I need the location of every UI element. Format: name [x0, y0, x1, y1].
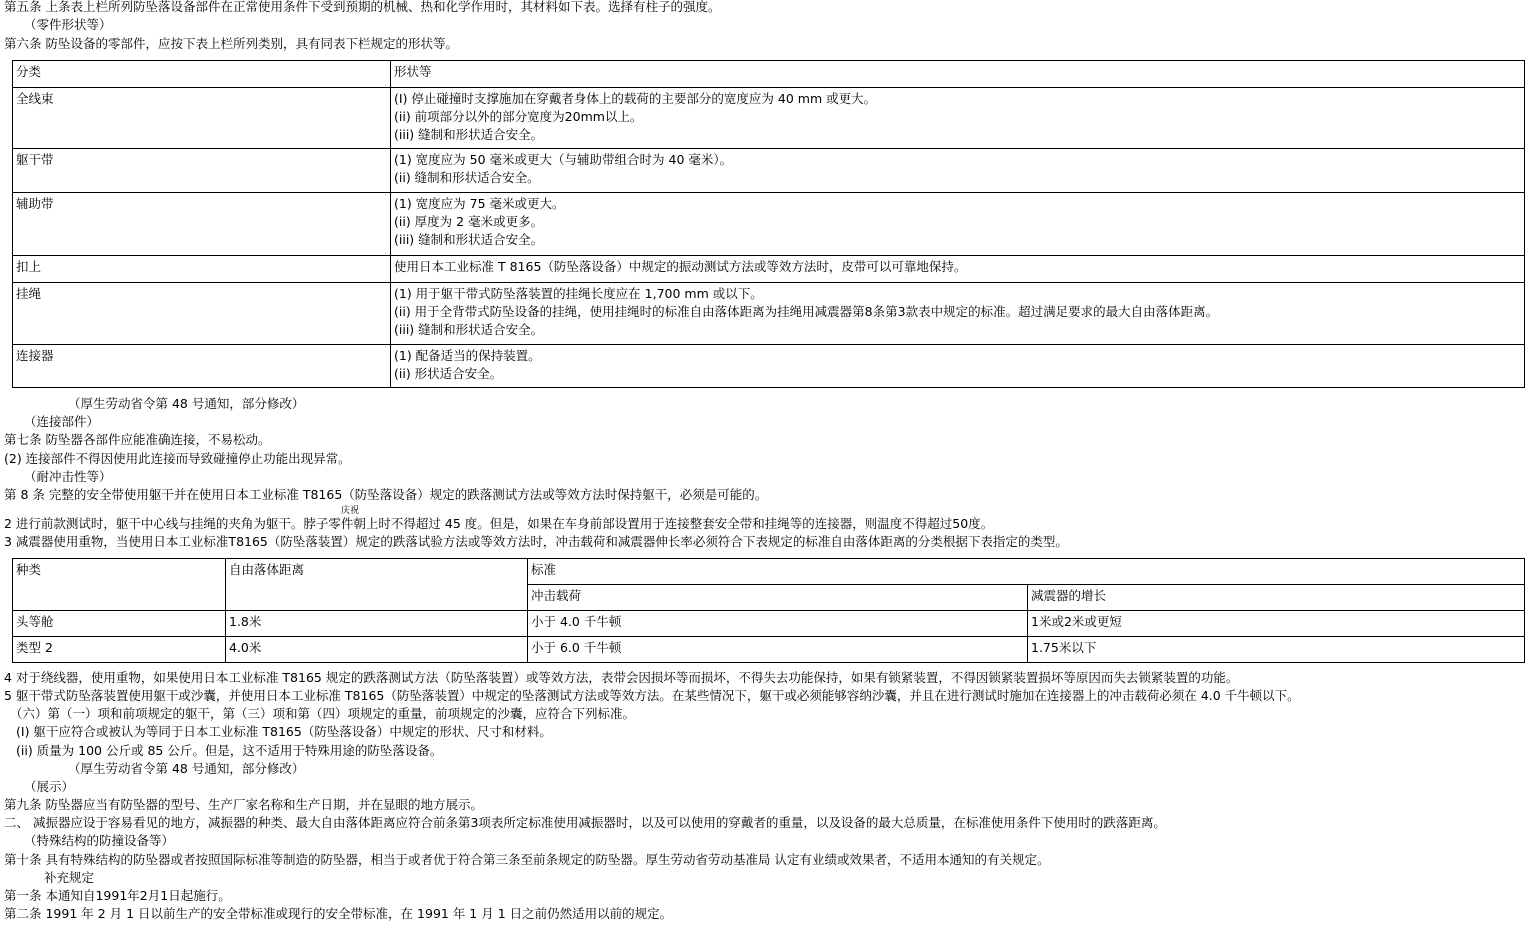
table-row [13, 149, 1525, 193]
connection-caption: （连接部件） [24, 414, 100, 429]
category-cell: 连接器 [13, 345, 391, 388]
shape-cell [391, 88, 1525, 149]
shape-line: (iii) 缝制和形状适合安全。 [394, 322, 544, 337]
load-cell: 小于 6.0 千牛顿 [528, 637, 1028, 663]
table-row [13, 193, 1525, 256]
paragraph-4: 4 对于绕线器，使用重物，如果使用日本工业标准 T8165 规定的跌落测试方法（防坠落装置）或等效方法，表带会因损坏等而损坏，不得失去功能保持，如果有锁紧装置，不得因锁紧装置损坏等原因而失去锁紧装置的功能。 [4, 670, 1239, 685]
header-standard: 标准 [528, 559, 1525, 585]
supplementary-article-1: 第一条 本通知自1991年2月1日起施行。 [4, 888, 231, 903]
shape-line: (1) 宽度应为 50 毫米或更大（与辅助带组合时为 40 毫米）。 [394, 152, 733, 167]
paragraph-6-item-2: (ii) 质量为 100 公斤或 85 公斤。但是，这不适用于特殊用途的防坠落设备。 [16, 743, 443, 758]
article-6: 第六条 防坠设备的零部件，应按下表上栏所列类别，具有同表下栏规定的形状等。 [4, 36, 458, 51]
table-row [13, 345, 1525, 388]
header-shape: 形状等 [391, 61, 1525, 88]
impact-caption: （耐冲击性等） [24, 469, 112, 484]
paragraph-6-item-1: (I) 躯干应符合或被认为等同于日本工业标准 T8165（防坠落设备）中规定的形状、尺寸和材料。 [16, 724, 552, 739]
table-header-row [13, 61, 1525, 88]
category-cell: 扣上 [13, 256, 391, 283]
display-caption: （展示） [24, 779, 75, 794]
header-impact-load: 冲击载荷 [528, 585, 1028, 611]
shape-cell [391, 345, 1525, 388]
supplementary-article-2: 第二条 1991 年 2 月 1 日以前生产的安全带标准或现行的安全带标准，在 1991 年 1 月 1 日之前仍然适用以前的规定。 [4, 906, 673, 921]
article-10: 第十条 具有特殊结构的防坠器或者按照国际标准等制造的防坠器，相当于或者优于符合第三条至前条规定的防坠器。厚生劳动省劳动基准局 认定有业绩或效果者，不适用本通知的有关规定。 [4, 852, 1050, 867]
table-row [13, 88, 1525, 149]
article-7-para-2: (2) 连接部件不得因使用此连接而导致碰撞停止功能出现异常。 [4, 451, 351, 466]
shape-cell [391, 149, 1525, 193]
article-5: 第五条 上条表上栏所列防坠落设备部件在正常使用条件下受到预期的机械、热和化学作用时，其材料如下表。选择有柱子的强度。 [4, 0, 721, 14]
ruby-annotation: 庆祝 [341, 506, 360, 516]
table-row [13, 637, 1525, 663]
header-fall-distance: 自由落体距离 [226, 559, 528, 611]
paragraph-5: 5 躯干带式防坠落装置使用躯干或沙囊，并使用日本工业标准 T8165（防坠落装置）中规定的坠落测试方法或等效方法。在某些情况下，躯干或必须能够容纳沙囊，并且在进行测试时施加在连接器上的冲击载荷必须在 4.0 千牛顿以下。 [4, 688, 1300, 703]
table-row [13, 256, 1525, 283]
shape-cell [391, 283, 1525, 345]
supplementary-caption: 补充规定 [44, 870, 95, 885]
shape-line: (1) 宽度应为 75 毫米或更大。 [394, 196, 565, 211]
article-8-para-2: 2 进行前款测试时，躯干中心线与挂绳的夹角为躯干。脖子零件朝上时不得超过 45 度。但是，如果在车身前部设置用于连接整套安全带和挂绳等的连接器，则温度不得超过50度。 [4, 516, 994, 531]
article-8-para-3: 3 减震器使用重物，当使用日本工业标准T8165（防坠落装置）规定的跌落试验方法或等效方法时，冲击载荷和减震器伸长率必须符合下表规定的标准自由落体距离的分类根据下表指定的类型。 [4, 534, 1068, 549]
amendment-note: （厚生劳动省令第 48 号通知，部分修改） [68, 396, 305, 411]
shape-line: (ii) 形状适合安全。 [394, 366, 503, 381]
table-header-row [13, 559, 1525, 585]
shape-cell [391, 256, 1525, 283]
article-7: 第七条 防坠器各部件应能准确连接，不易松动。 [4, 432, 271, 447]
shape-line: 使用日本工业标准 T 8165（防坠落设备）中规定的振动测试方法或等效方法时，皮带可以可靠地保持。 [394, 259, 967, 274]
article-9: 第九条 防坠器应当有防坠器的型号、生产厂家名称和生产日期，并在显眼的地方展示。 [4, 797, 483, 812]
amendment-note: （厚生劳动省令第 48 号通知，部分修改） [68, 761, 305, 776]
header-type: 种类 [13, 559, 226, 611]
special-structure-caption: （特殊结构的防撞设备等） [24, 833, 175, 848]
category-cell: 挂绳 [13, 283, 391, 345]
shape-line: (ii) 前项部分以外的部分宽度为20mm以上。 [394, 109, 643, 124]
shape-line: (ii) 厚度为 2 毫米或更多。 [394, 214, 544, 229]
table-row [13, 283, 1525, 345]
shape-line: (I) 停止碰撞时支撑施加在穿戴者身体上的载荷的主要部分的宽度应为 40 mm 或更大。 [394, 91, 877, 106]
category-cell: 辅助带 [13, 193, 391, 256]
extension-cell: 1.75米以下 [1028, 637, 1525, 663]
shape-line: (1) 配备适当的保持装置。 [394, 348, 541, 363]
distance-cell: 1.8米 [226, 611, 528, 637]
header-category: 分类 [13, 61, 391, 88]
component-shape-table [12, 60, 1525, 388]
header-extension: 减震器的增长 [1028, 585, 1525, 611]
shape-line: (iii) 缝制和形状适合安全。 [394, 232, 544, 247]
category-cell: 躯干带 [13, 149, 391, 193]
shape-line: (1) 用于躯干带式防坠落装置的挂绳长度应在 1,700 mm 或以下。 [394, 286, 763, 301]
article-8: 第 8 条 完整的安全带使用躯干并在使用日本工业标准 T8165（防坠落设备）规定的跌落测试方法或等效方法时保持躯干，必须是可能的。 [4, 487, 768, 502]
load-cell: 小于 4.0 千牛顿 [528, 611, 1028, 637]
shape-line: (iii) 缝制和形状适合安全。 [394, 127, 544, 142]
distance-cell: 4.0米 [226, 637, 528, 663]
shock-absorber-table [12, 558, 1525, 663]
type-cell: 头等舱 [13, 611, 226, 637]
table-row [13, 611, 1525, 637]
article-9-para-2: 二、 减振器应设于容易看见的地方，减振器的种类、最大自由落体距离应符合前条第3项表所定标准使用减振器时，以及可以使用的穿戴者的重量，以及设备的最大总质量，在标准使用条件下使用时的跌落距离。 [4, 815, 1166, 830]
shape-line: (ii) 用于全背带式防坠设备的挂绳，使用挂绳时的标准自由落体距离为挂绳用减震器第8条第3款表中规定的标准。超过满足要求的最大自由落体距离。 [394, 304, 1219, 319]
shape-cell [391, 193, 1525, 256]
shape-line: (ii) 缝制和形状适合安全。 [394, 170, 540, 185]
type-cell: 类型 2 [13, 637, 226, 663]
article-6-caption: （零件形状等） [24, 17, 112, 32]
paragraph-6: （六）第（一）项和前项规定的躯干，第（三）项和第（四）项规定的重量，前项规定的沙囊，应符合下列标准。 [10, 706, 636, 721]
category-cell: 全线束 [13, 88, 391, 149]
extension-cell: 1米或2米或更短 [1028, 611, 1525, 637]
